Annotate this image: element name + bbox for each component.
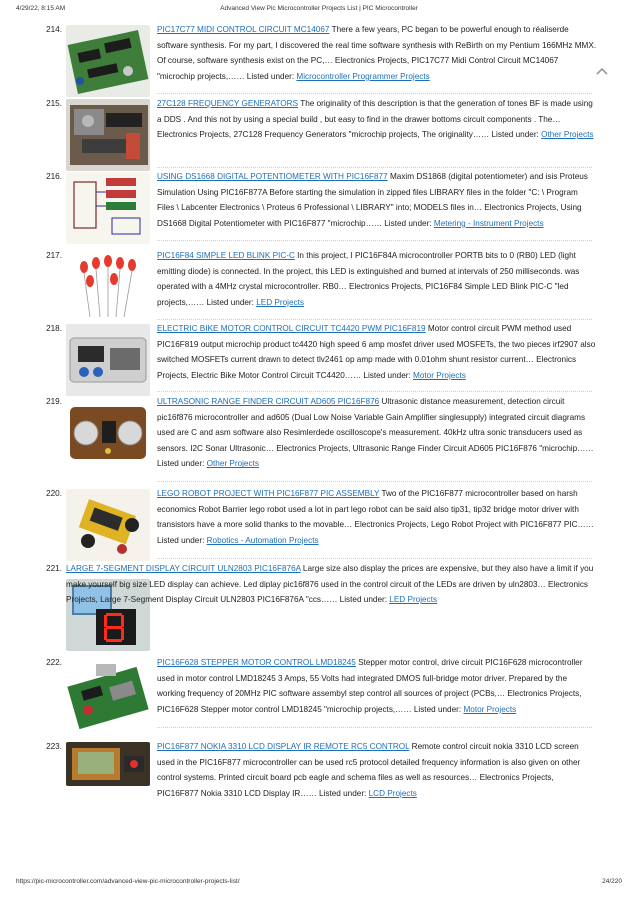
project-link[interactable]: PIC16F84 SIMPLE LED BLINK PIC-C (157, 251, 295, 260)
project-link[interactable]: PIC16F877 NOKIA 3310 LCD DISPLAY IR REMOTE RC5 CONTROL (157, 742, 410, 751)
item-text (157, 22, 597, 84)
print-page-title: Advanced View Pic Microcontroller Projects List | PIC Microcontroller (220, 5, 418, 12)
project-thumbnail[interactable] (66, 324, 150, 396)
item-number: 221. (46, 564, 62, 573)
project-description: The originality of this description is that the generation of tones BF is made using a DDS . And this not by using a special build , but easy to find in the drawer bottoms circuit components . The… Electronics Projects, 27C128 Frequency Generators "microchip projects, The originality…… Listed under: (157, 99, 593, 140)
project-thumbnail[interactable] (66, 658, 150, 730)
item-text (157, 655, 597, 717)
item-text (66, 561, 596, 608)
divider (157, 240, 592, 241)
divider (157, 727, 592, 728)
item-number: 215. (46, 99, 62, 108)
project-description: Large size also display the prices are expensive, but they also have a limit if you make yourself big size LED display can achieve. Led diplay pic16f876 used in the control circuit of the LEDs are driven by uln2803… Electronics Projects, Large 7-Segment Display Circuit ULN2803 PIC16F876A "ccs…… Listed under: (66, 564, 594, 605)
divider (157, 93, 592, 94)
item-number: 222. (46, 658, 62, 667)
divider (157, 558, 592, 559)
project-thumbnail[interactable] (66, 742, 150, 786)
project-thumbnail[interactable] (66, 489, 150, 561)
item-text (157, 169, 597, 231)
category-link[interactable]: Other Projects (541, 130, 594, 140)
print-date: 4/29/22, 8:15 AM (16, 5, 66, 12)
project-description: Two of the PIC16F877 microcontroller based on harsh economics Robot Barrier lego robot used a lot in part lego robot can be said also tip31, tip32 bridge motor driver with transistors have a more solid thanks to the movable… Electronics Projects, Lego Robot Project with PIC16F877 PIC…… Listed under: (157, 489, 594, 545)
project-description: Ultrasonic distance measurement, detection circuit pic16f876 microcontroller and ad605 (Dual Low Noise Variable Gain Amplifier singlesupply) integrated circuit diagrams used are C and asm software also Resimlerdede oscilloscope's measurement. 40kHz ultra sonic transducers used as sensors. I2C Sonar Ultrasonic… Electronics Projects, Ultrasonic Range Finder Circuit AD605 PIC16F876 "microchip…… Listed under: (157, 397, 594, 469)
print-header (16, 5, 622, 17)
item-text (157, 321, 597, 383)
project-description: Motor control circuit PWM method used PIC16F819 output microchip product tc4420 high speed 6 amp mosfet driver used MOSFETs, the two pieces irf2907 also switched MOSFETs current drawn to detect tlv2461 op amp made with 0.01ohm shunt resistor current… Electronics Projects, Electric Bike Motor Control Circuit TC4420…… Listed under: (157, 324, 596, 380)
project-description: In this project, I PIC16F84A microcontroller PORTB bits to 0 (RB0) LED (light emitting diode) is connected. In the project, this LED is extinguished and burned at intervals of 250 milliseconds. was operated with a 4MHz crystal microcontroller. RB0… Electronics Projects, PIC16F84 Simple LED Blink PIC-C "led projects,…… Listed under: (157, 251, 580, 307)
category-link[interactable]: LCD Projects (368, 788, 417, 798)
project-thumbnail[interactable] (66, 99, 150, 171)
item-number: 218. (46, 324, 62, 333)
category-link[interactable]: Motor Projects (463, 704, 517, 714)
item-number: 214. (46, 25, 62, 34)
item-text (157, 739, 597, 801)
project-link[interactable]: PIC17C77 MIDI CONTROL CIRCUIT MC14067 (157, 25, 330, 34)
project-link[interactable]: 27C128 FREQUENCY GENERATORS (157, 99, 299, 108)
category-link[interactable]: Robotics - Automation Projects (206, 535, 319, 545)
project-description: Stepper motor control, drive circuit PIC16F628 microcontroller used in motor control LMD18245 3 Amps, 55 Volts had integrated DMOS full-bridge motor driver. Prepared by the working frequency of 20MHz PIC software assembyl step control all sources of project (PCBs,… Electronics Projects, PIC16F628 Stepper motor control LMD18245 "microchip projects,…… Listed under: (157, 658, 583, 714)
item-number: 216. (46, 172, 62, 181)
project-link[interactable]: USING DS1668 DIGITAL POTENTIOMETER WITH PIC16F877 (157, 172, 388, 181)
project-description: Remote control circuit nokia 3310 LCD screen used in the PIC16F877 microcontroller can be used rc5 protocol detailed frequency information is also given on other control systems. Printed circuit board pcb eagle and schema files as well as resources… Electronics Projects, PIC16F877 Nokia 3310 LCD Display IR…… Listed under: (157, 742, 581, 798)
category-link[interactable]: LED Projects (389, 595, 438, 605)
item-text (157, 394, 597, 472)
item-text (157, 486, 597, 548)
print-footer (16, 878, 622, 890)
project-thumbnail[interactable] (66, 251, 150, 323)
category-link[interactable]: Microcontroller Programmer Projects (296, 71, 430, 81)
project-thumbnail[interactable] (66, 172, 150, 244)
category-link[interactable]: Other Projects (206, 459, 259, 469)
item-text (157, 248, 597, 310)
divider (157, 319, 592, 320)
item-number: 219. (46, 397, 62, 406)
project-description: There a few years, PC began to be powerful enough to réaliserde software synthesis. For my part, I discovered the real time software synthesis with ReBirth on my Pentium 166MHz MMX. Of course, software synthesis exist on the PC,… Electronics Projects, PIC17C77 Midi Control Circuit MC14067 "microchip projects,…… Listed under: (157, 25, 597, 81)
project-link[interactable]: LARGE 7-SEGMENT DISPLAY CIRCUIT ULN2803 PIC16F876A (66, 564, 301, 573)
project-link[interactable]: ELECTRIC BIKE MOTOR CONTROL CIRCUIT TC4420 PWM PIC16F819 (157, 324, 426, 333)
category-link[interactable]: LED Projects (256, 297, 304, 307)
project-thumbnail[interactable] (66, 25, 150, 97)
project-link[interactable]: PIC16F628 STEPPER MOTOR CONTROL LMD18245 (157, 658, 356, 667)
project-description: Maxim DS1868 (digital potentiometer) and isis Proteus Simulation Using PIC16F877A Before starting the simulation in zipped files LIBRARY files in the folder "C: \ Program Files \ Labcenter Electronics \ Proteus 6 Professional \ LIBRARY" into; MODELS files in… Electronics Projects, Using DS1668 Digital Potentiometer with PIC16F877 "microchip…… Listed under: (157, 172, 588, 228)
project-link[interactable]: LEGO ROBOT PROJECT WITH PIC16F877 PIC ASSEMBLY (157, 489, 380, 498)
item-number: 220. (46, 489, 62, 498)
divider (157, 481, 592, 482)
item-number: 217. (46, 251, 62, 260)
chevron-up-icon[interactable] (596, 66, 608, 76)
category-link[interactable]: Motor Projects (413, 370, 466, 380)
project-thumbnail[interactable] (66, 397, 150, 469)
divider (157, 391, 592, 392)
divider (157, 167, 592, 168)
category-link[interactable]: Metering - Instrument Projects (433, 218, 544, 228)
item-text (157, 96, 597, 143)
print-page-number: 24/220 (602, 878, 622, 885)
print-url: https://pic-microcontroller.com/advanced-view-pic-microcontroller-projects-list/ (16, 878, 240, 885)
item-number: 223. (46, 742, 62, 751)
project-link[interactable]: ULTRASONIC RANGE FINDER CIRCUIT AD605 PIC16F876 (157, 397, 380, 406)
